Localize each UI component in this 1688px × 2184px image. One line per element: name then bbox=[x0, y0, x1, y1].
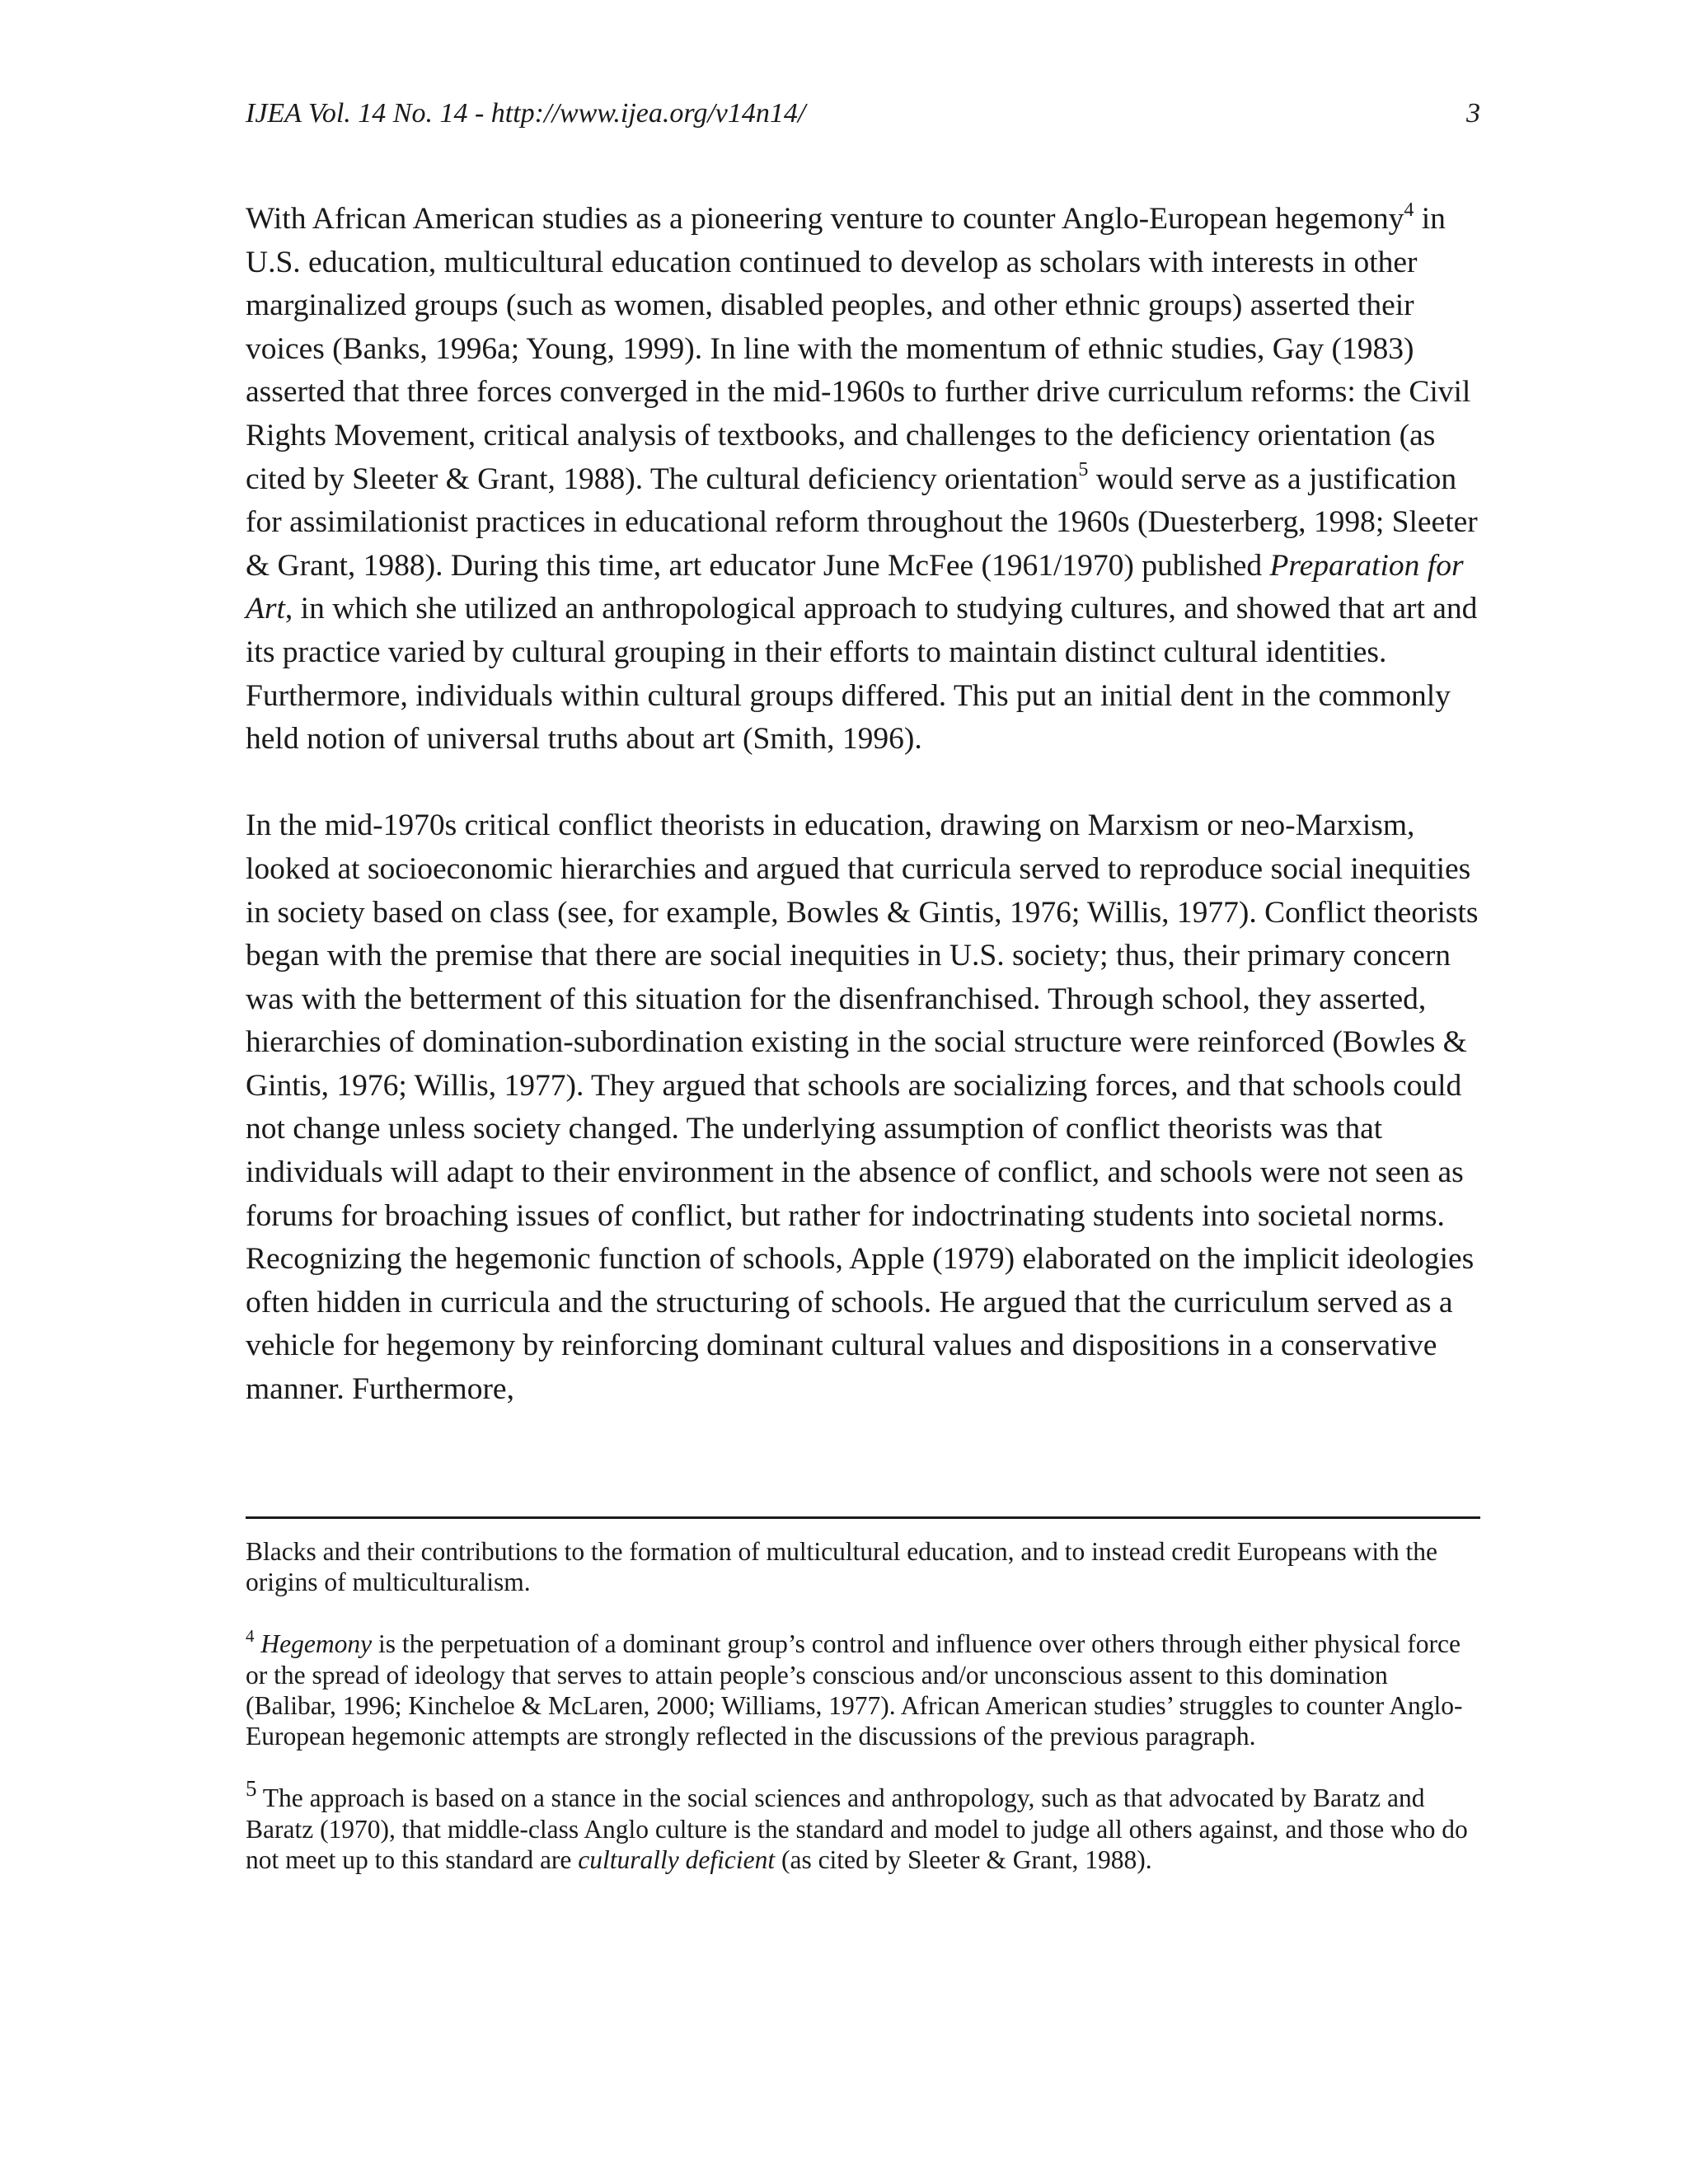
footnote-4-text: is the perpetuation of a dominant group’s control and influence over others through either physical force or the spread of ideology that serves to attain people’s conscious and/or unconscious assent to this domination (Balibar, 1996; Kincheloe & McLaren, 2000; Williams, 1977). African American studies’ struggles to counter Anglo-European hegemonic attempts are strongly reflected in the discussions of the previous paragraph. bbox=[246, 1629, 1463, 1751]
footnote-separator bbox=[246, 1516, 1480, 1519]
document-page bbox=[246, 0, 1480, 2184]
footnote-5 bbox=[246, 1775, 1480, 1875]
paragraph-1 bbox=[246, 198, 1480, 762]
footnote-4-term: Hegemony bbox=[260, 1629, 373, 1659]
footnotes bbox=[246, 1536, 1480, 1906]
footnote-ref-5[interactable]: 5 bbox=[1078, 459, 1089, 481]
footnote-5-text-after: (as cited by Sleeter & Grant, 1988). bbox=[775, 1845, 1152, 1875]
footnote-ref-4[interactable]: 4 bbox=[1404, 199, 1414, 221]
footnote-5-text-before: The approach is based on a stance in the social sciences and anthropology, such as that advocated by Baratz and Baratz (1970), that middle-class Anglo culture is the standard and model to judge all others against, and those who do not meet up to this standard are bbox=[246, 1783, 1468, 1875]
running-header bbox=[246, 97, 1480, 130]
paragraph-1-part-2: in U.S. education, multicultural education continued to develop as scholars with interests in other marginalized groups (such as women, disabled peoples, and other ethnic groups) asserted their voices (Banks, 1996a; Young, 1999). In line with the momentum of ethnic studies, Gay (1983) asserted that three forces converged in the mid-1960s to further drive curriculum reforms: the Civil Rights Movement, critical analysis of textbooks, and challenges to the deficiency orientation (as cited by Sleeter & Grant, 1988). The cultural deficiency orientation bbox=[246, 202, 1471, 496]
body-text bbox=[246, 198, 1480, 1455]
footnote-5-number: 5 bbox=[246, 1775, 257, 1801]
footnote-4-number: 4 bbox=[246, 1625, 255, 1646]
page-number: 3 bbox=[1466, 98, 1480, 129]
footnote-5-term: culturally deficient bbox=[578, 1845, 776, 1875]
footnote-continued: Blacks and their contributions to the formation of multicultural education, and to instead credit Europeans with the origins of multiculturalism. bbox=[246, 1537, 1438, 1597]
footnote-4 bbox=[246, 1625, 1480, 1752]
paragraph-1-part-3: would serve as a justification for assimilationist practices in educational reform throughout the 1960s (Duesterberg, 1998; Sleeter & Grant, 1988). During this time, art educator June McFee (1961/1970) published bbox=[246, 462, 1478, 583]
book-title: Preparation for Art bbox=[246, 548, 1464, 626]
paragraph-2: In the mid-1970s critical conflict theorists in education, drawing on Marxism or neo-Marxism, looked at socioeconomic hierarchies and argued that curricula served to reproduce social inequities in society based on class (see, for example, Bowles & Gintis, 1976; Willis, 1977). Conflict theorists began with the premise that there are social inequities in U.S. society; thus, their primary concern was with the betterment of this situation for the disenfranchised. Through school, they asserted, hierarchies of domination-subordination existing in the social structure were reinforced (Bowles & Gintis, 1976; Willis, 1977). They argued that schools are socializing forces, and that schools could not change unless society changed. The underlying assumption of conflict theorists was that individuals will adapt to their environment in the absence of conflict, and schools were not seen as forums for broaching issues of conflict, but rather for indoctrinating students into societal norms. Recognizing the hegemonic function of schools, Apple (1979) elaborated on the implicit ideologies often hidden in curricula and the structuring of schools. He argued that the curriculum served as a vehicle for hegemony by reinforcing dominant cultural values and dispositions in a conservative manner. Furthermore, bbox=[246, 808, 1479, 1407]
paragraph-1-part-4: , in which she utilized an anthropological approach to studying cultures, and showed that art and its practice varied by cultural grouping in their efforts to maintain distinct cultural identities. Furthermore, individuals within cultural groups differed. This put an initial dent in the commonly held notion of universal truths about art (Smith, 1996). bbox=[246, 592, 1478, 757]
paragraph-1-part-1: With African American studies as a pioneering venture to counter Anglo-European hegemony bbox=[246, 202, 1404, 236]
journal-citation: IJEA Vol. 14 No. 14 - http://www.ijea.org/v14n14/ bbox=[246, 98, 806, 129]
